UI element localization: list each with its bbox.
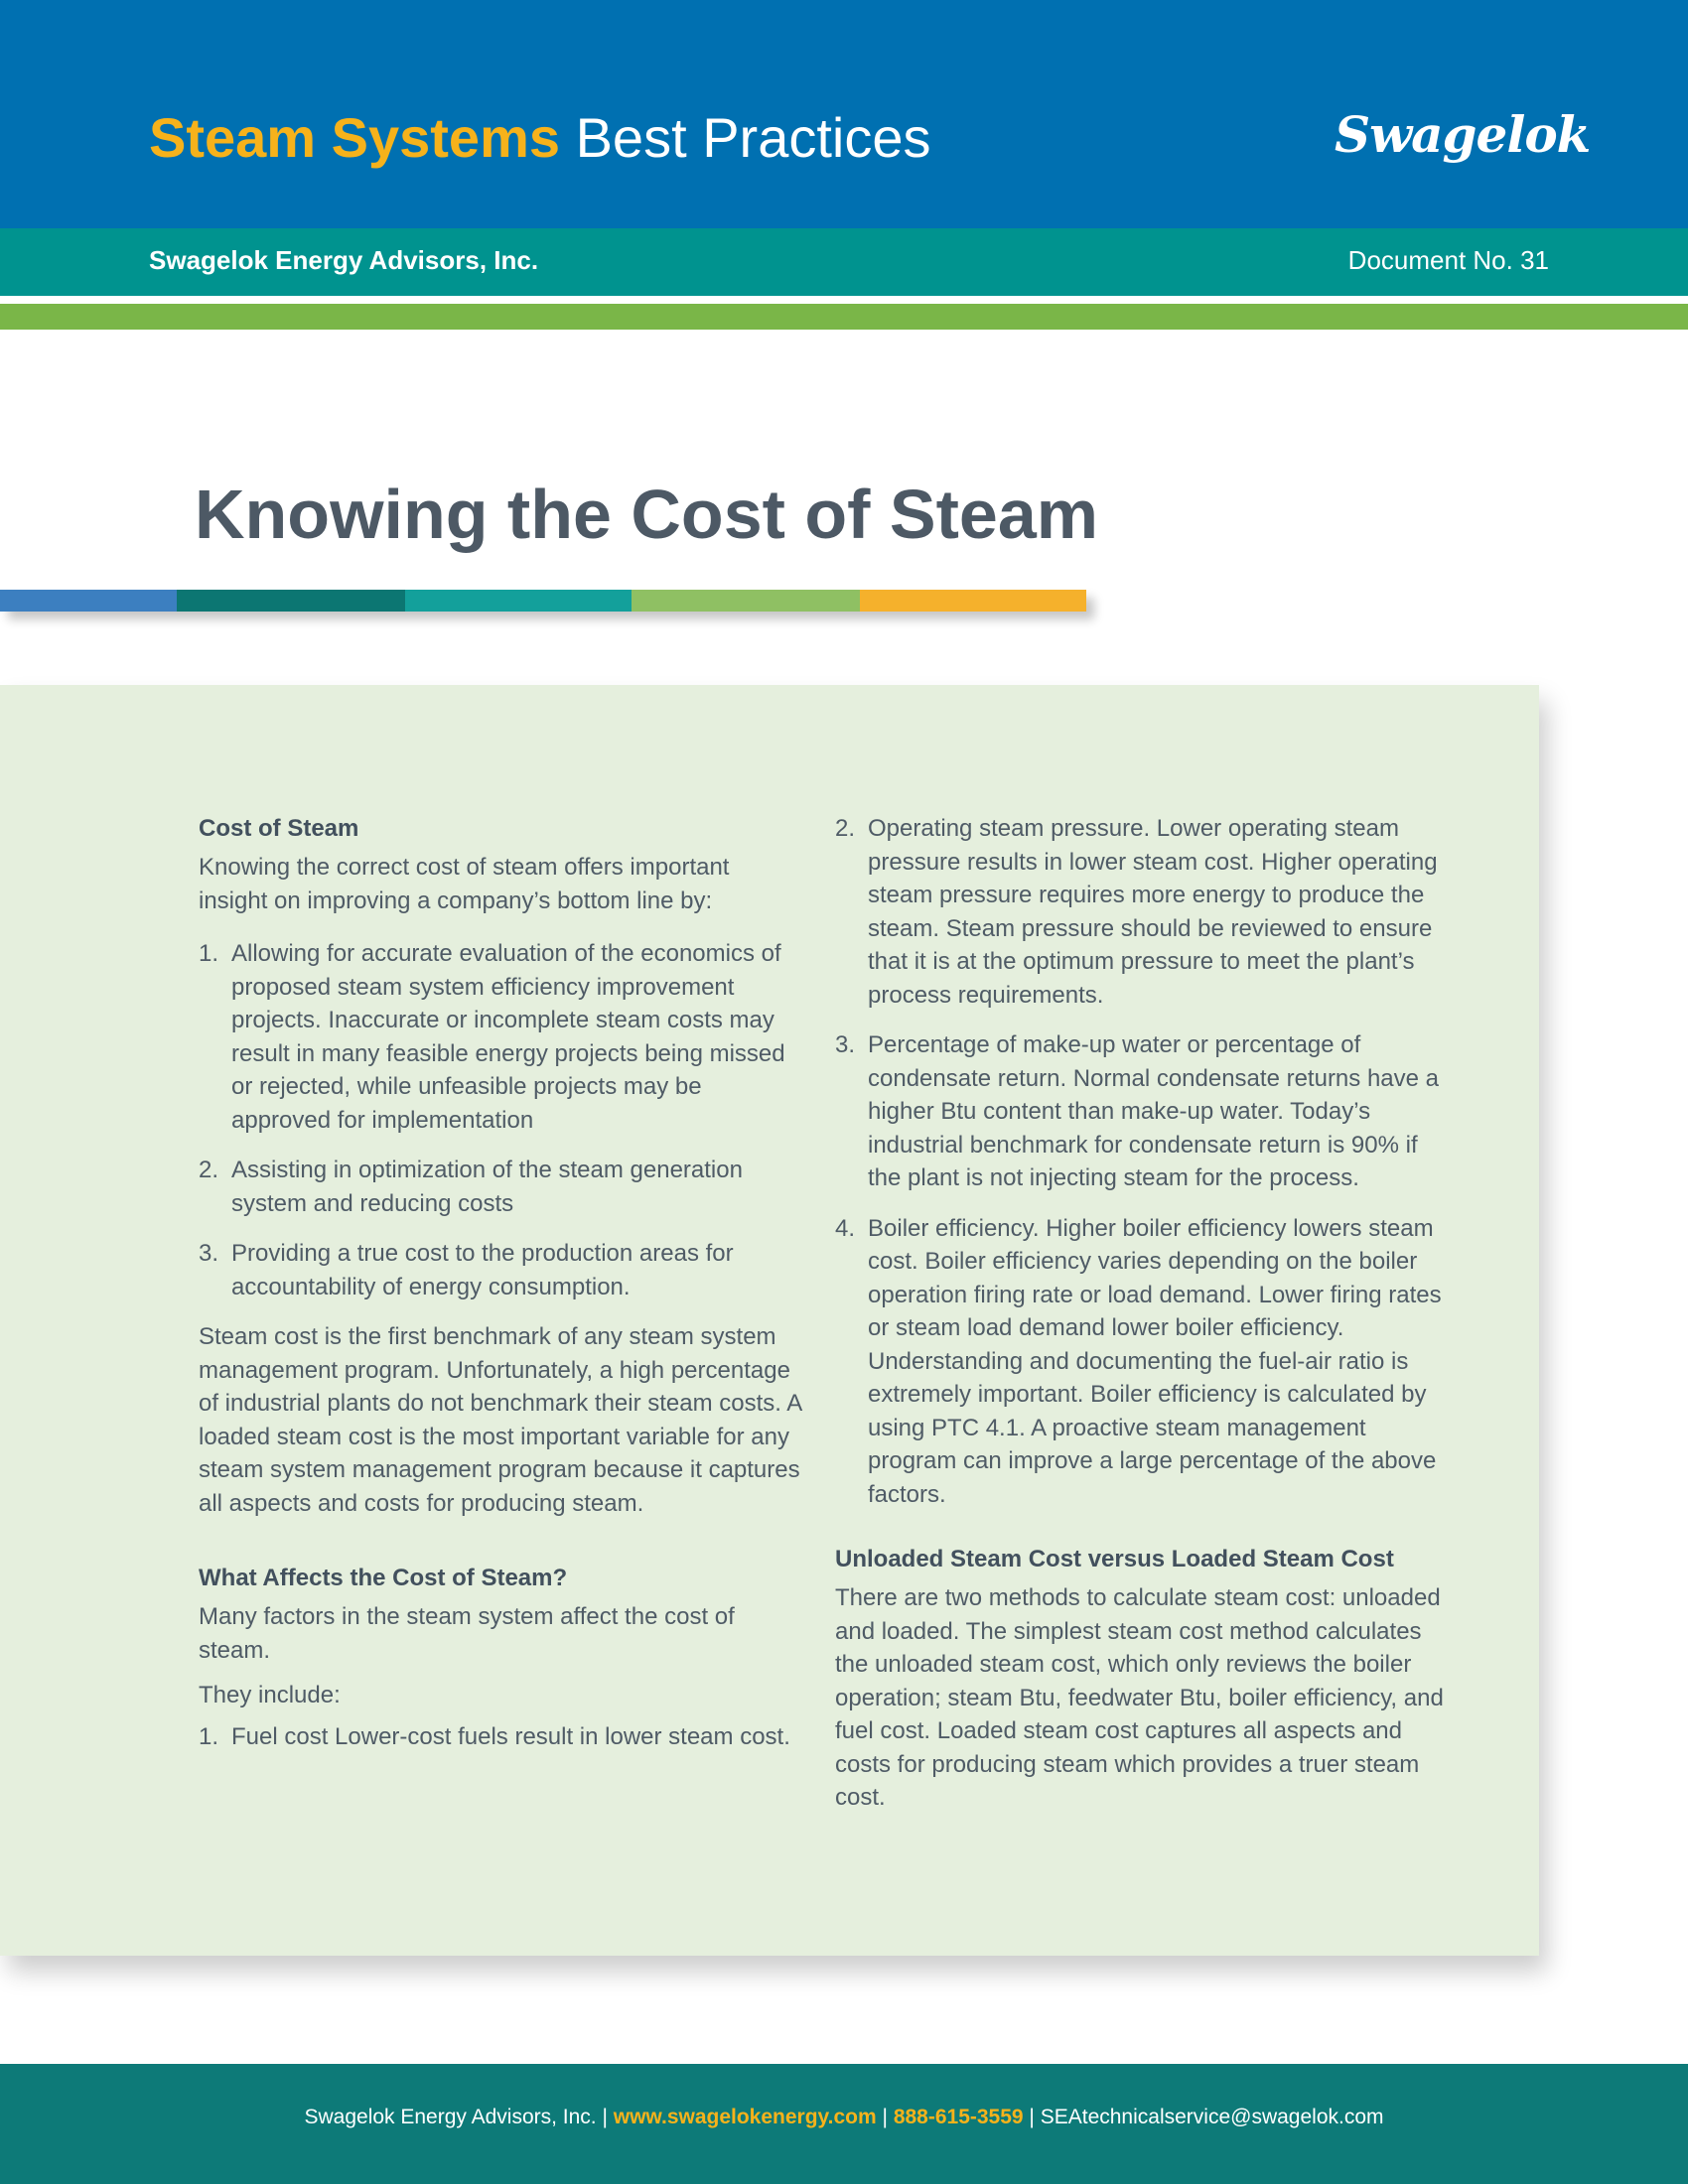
list-text: Providing a true cost to the production areas for accountability of energy consumption. <box>231 1240 734 1300</box>
list-item <box>199 1720 804 1754</box>
stripe-segment-teal <box>405 590 632 612</box>
footer-phone[interactable]: 888-615-3559 <box>893 2106 1024 2128</box>
footer-separator: | <box>1023 2106 1041 2128</box>
stripe-segment-dark-teal <box>177 590 405 612</box>
list-text: Boiler efficiency. Higher boiler efficiency lowers steam cost. Boiler efficiency varies depending on the boiler operation firing rate or load demand. Lower firing rates or steam load demand lower boiler efficiency. Understanding and documenting the fuel-air ratio is extremely important. Boiler efficiency is calculated by using PTC 4.1. A proactive steam management program can improve a large percentage of the above factors. <box>868 1214 1442 1508</box>
list-number: 2. <box>835 815 856 842</box>
factors-list-continued <box>835 812 1447 1511</box>
color-stripe <box>0 590 1086 612</box>
heading-what-affects: What Affects the Cost of Steam? <box>199 1565 568 1591</box>
list-item <box>199 1154 804 1220</box>
list-number: 2. <box>199 1157 219 1183</box>
series-title-rest: Best Practices <box>575 106 931 169</box>
page-title: Knowing the Cost of Steam <box>195 476 1098 553</box>
footer-email-link[interactable]: SEAtechnicalservice@swagelok.com <box>1040 2106 1384 2128</box>
heading-cost-of-steam: Cost of Steam <box>199 815 359 842</box>
footer-website-link[interactable]: www.swagelokenergy.com <box>613 2106 877 2128</box>
list-text: Percentage of make-up water or percentage of condensate return. Normal condensate returns have a higher Btu content than make-up water. Today’s industrial benchmark for condensate return is 90% if the plant is not injecting steam for the process. <box>868 1031 1440 1191</box>
list-text: Operating steam pressure. Lower operating steam pressure results in lower steam cost. Higher operating steam pressure requires more energy to produce the steam. Steam pressure should be reviewed to ensure that it is at the optimum pressure to meet the plant’s process requirements. <box>868 815 1438 1009</box>
footer <box>0 2064 1688 2184</box>
list-number: 1. <box>199 940 219 967</box>
list-number: 4. <box>835 1214 856 1242</box>
left-column <box>199 812 804 1770</box>
factors-intro: Many factors in the steam system affect the cost of steam. <box>199 1603 735 1664</box>
header-band <box>0 0 1688 228</box>
list-item <box>199 937 804 1137</box>
company-name: Swagelok Energy Advisors, Inc. <box>149 245 539 275</box>
benefits-list <box>199 937 804 1303</box>
footer-contact-line <box>0 2106 1688 2129</box>
list-item <box>835 1028 1447 1195</box>
right-column <box>835 812 1447 1835</box>
they-include: They include: <box>199 1682 341 1708</box>
list-number: 3. <box>199 1240 219 1267</box>
list-item <box>835 1212 1447 1512</box>
heading-unloaded-vs-loaded: Unloaded Steam Cost versus Loaded Steam Cost <box>835 1546 1394 1572</box>
list-text: Assisting in optimization of the steam generation system and reducing costs <box>231 1157 743 1217</box>
series-title <box>149 103 930 173</box>
list-item <box>199 1237 804 1303</box>
green-divider <box>0 304 1688 330</box>
factors-list-start <box>199 1720 804 1754</box>
footer-separator: | <box>596 2106 614 2128</box>
methods-paragraph: There are two methods to calculate steam cost: unloaded and loaded. The simplest steam cost method calculates the unloaded steam cost, which only reviews the boiler operation; steam Btu, feedwater Btu, boiler efficiency, and fuel cost. Loaded steam cost captures all aspects and costs for producing steam which provides a truer steam cost. <box>835 1584 1444 1811</box>
footer-company: Swagelok Energy Advisors, Inc. <box>304 2106 597 2128</box>
company-band <box>0 228 1688 296</box>
footer-separator: | <box>876 2106 894 2128</box>
list-number: 3. <box>835 1031 856 1058</box>
list-item <box>835 812 1447 1012</box>
intro-paragraph: Knowing the correct cost of steam offers important insight on improving a company’s bottom line by: <box>199 854 730 914</box>
stripe-segment-orange <box>860 590 1086 612</box>
stripe-segment-blue <box>0 590 177 612</box>
stripe-segment-green <box>632 590 860 612</box>
document-number: Document No. 31 <box>1347 245 1549 275</box>
benchmark-paragraph: Steam cost is the first benchmark of any steam system management program. Unfortunately, a high percentage of industrial plants do not benchmark their steam costs. A loaded steam cost is the most important variable for any steam system management program because it captures all aspects and costs for producing steam. <box>199 1323 801 1517</box>
list-text: Allowing for accurate evaluation of the economics of proposed steam system efficiency improvement projects. Inaccurate or incomplete steam costs may result in many feasible energy projects being missed or rejected, while unfeasible projects may be approved for implementation <box>231 940 785 1134</box>
swagelok-logo: Swagelok <box>1335 105 1591 164</box>
list-number: 1. <box>199 1722 219 1750</box>
list-text: Fuel cost Lower-cost fuels result in lower steam cost. <box>231 1722 790 1750</box>
series-title-accent: Steam Systems <box>149 106 561 169</box>
